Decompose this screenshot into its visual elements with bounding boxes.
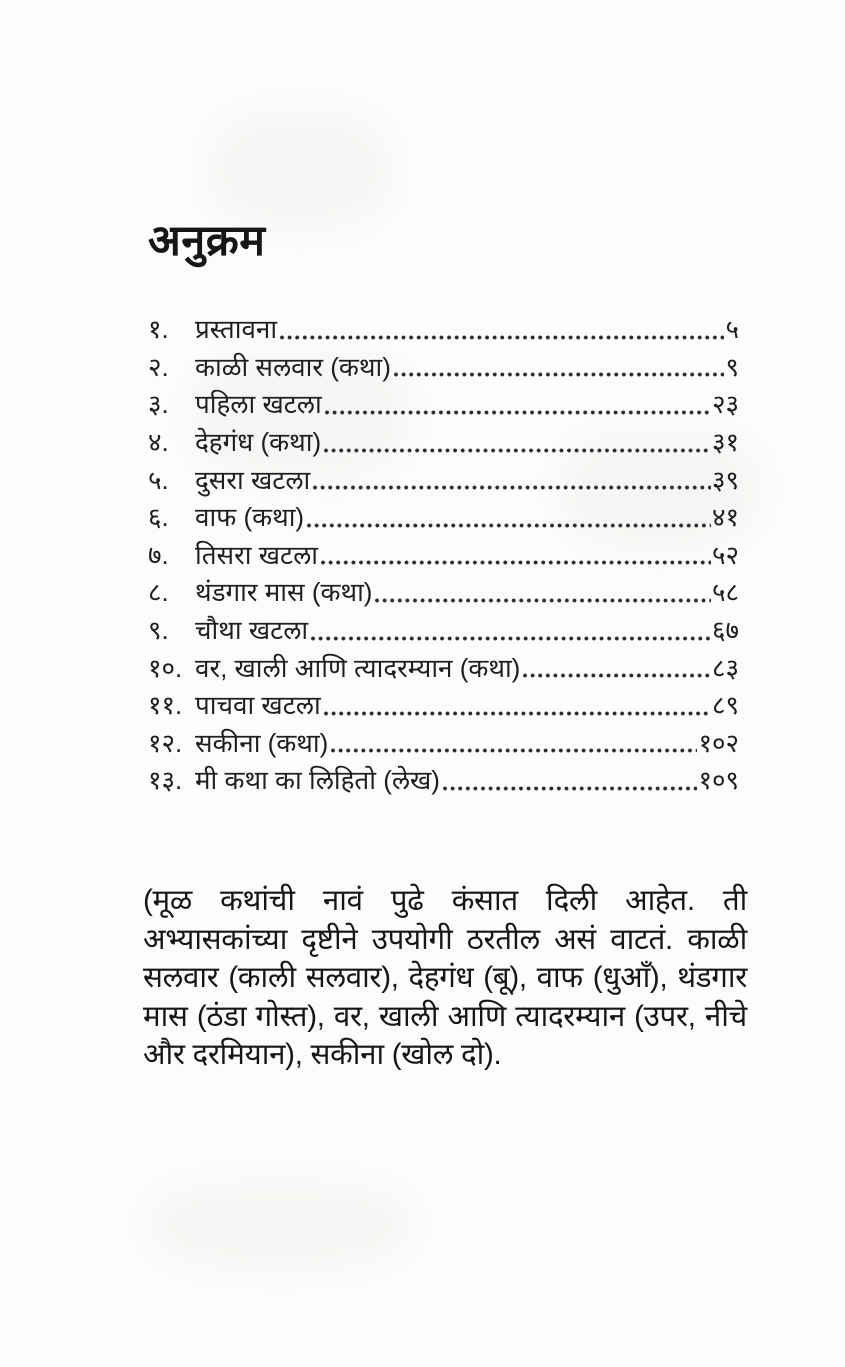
toc-entry-page-number: ५८: [711, 577, 739, 608]
page-title: अनुक्रम: [148, 217, 266, 265]
toc-row: [148, 349, 739, 387]
toc-entry-title: काळी सलवार (कथा): [195, 351, 391, 382]
toc-entry-page-number: ३१: [711, 427, 739, 458]
dot-leader: [324, 408, 711, 417]
toc-entry-title: प्रस्तावना: [195, 314, 278, 345]
toc-entry-number: १०.: [148, 652, 183, 683]
toc-row: [148, 574, 739, 612]
toc-entry-number: ४.: [148, 427, 169, 458]
dot-leader: [323, 709, 711, 718]
dot-leader: [320, 558, 711, 567]
toc-entry-page-number: १०९: [698, 765, 739, 796]
toc-entry-number: ११.: [148, 690, 183, 721]
dot-leader: [306, 521, 711, 530]
toc-entry-title: थंडगार मास (कथा): [195, 577, 373, 608]
toc-entry-title: चौथा खटला: [195, 615, 309, 646]
toc-entry-page-number: ६७: [711, 615, 739, 646]
toc-entry-number: १.: [148, 314, 169, 345]
table-of-contents: [148, 311, 739, 800]
dot-leader: [312, 483, 711, 492]
toc-entry-title: पहिला खटला: [195, 389, 322, 420]
toc-row: [148, 725, 739, 763]
toc-entry-page-number: ८९: [711, 690, 739, 721]
dot-leader: [442, 784, 697, 793]
toc-row: [148, 612, 739, 650]
toc-entry-page-number: ५२: [711, 539, 739, 570]
toc-entry-title: तिसरा खटला: [195, 539, 319, 570]
dot-leader: [522, 671, 711, 680]
toc-entry-title: दुसरा खटला: [195, 464, 311, 495]
toc-entry-page-number: १०२: [698, 727, 739, 758]
toc-row: [148, 499, 739, 537]
toc-row: [148, 650, 739, 688]
dot-leader: [279, 333, 724, 342]
toc-entry-title: वर, खाली आणि त्यादरम्यान (कथा): [195, 652, 521, 683]
toc-entry-page-number: ४१: [711, 502, 739, 533]
toc-entry-number: ८.: [148, 577, 169, 608]
dot-leader: [330, 746, 697, 755]
toc-row: [148, 687, 739, 725]
toc-entry-number: १२.: [148, 727, 183, 758]
toc-entry-number: २.: [148, 351, 169, 382]
toc-entry-title: वाफ (कथा): [195, 502, 305, 533]
toc-entry-page-number: २३: [711, 389, 739, 420]
dot-leader: [374, 596, 710, 605]
toc-entry-page-number: ५: [725, 314, 739, 345]
toc-entry-number: १३.: [148, 765, 183, 796]
toc-entry-title: पाचवा खटला: [195, 690, 321, 721]
toc-row: [148, 311, 739, 349]
toc-entry-number: ७.: [148, 539, 169, 570]
dot-leader: [393, 370, 725, 379]
toc-row: [148, 424, 739, 462]
toc-entry-page-number: ९: [725, 351, 739, 382]
toc-entry-title: मी कथा का लिहितो (लेख): [195, 765, 440, 796]
toc-entry-number: ६.: [148, 502, 169, 533]
toc-entry-number: ९.: [148, 615, 169, 646]
toc-entry-number: ३.: [148, 389, 169, 420]
dot-leader: [323, 446, 711, 455]
toc-entry-page-number: ८३: [711, 652, 739, 683]
dot-leader: [310, 634, 711, 643]
toc-entry-title: सकीना (कथा): [195, 727, 329, 758]
toc-row: [148, 537, 739, 575]
toc-entry-number: ५.: [148, 464, 169, 495]
original-titles-note: (मूळ कथांची नावं पुढे कंसात दिली आहेत. ती अभ्यासकांच्या दृष्टीने उपयोगी ठरतील असं वाटतं. काळी सलवार (काली सलवार), देहगंध (बू), वाफ (धुआँ), थंडगार मास (ठंडा गोस्त), वर, खाली आणि त्यादरम्यान (उपर, नीचे और दरमियान), सकीना (खोल दो).: [143, 884, 747, 1072]
toc-entry-title: देहगंध (कथा): [195, 427, 322, 458]
toc-row: [148, 762, 739, 800]
toc-entry-page-number: ३९: [711, 464, 739, 495]
toc-row: [148, 386, 739, 424]
toc-row: [148, 462, 739, 500]
